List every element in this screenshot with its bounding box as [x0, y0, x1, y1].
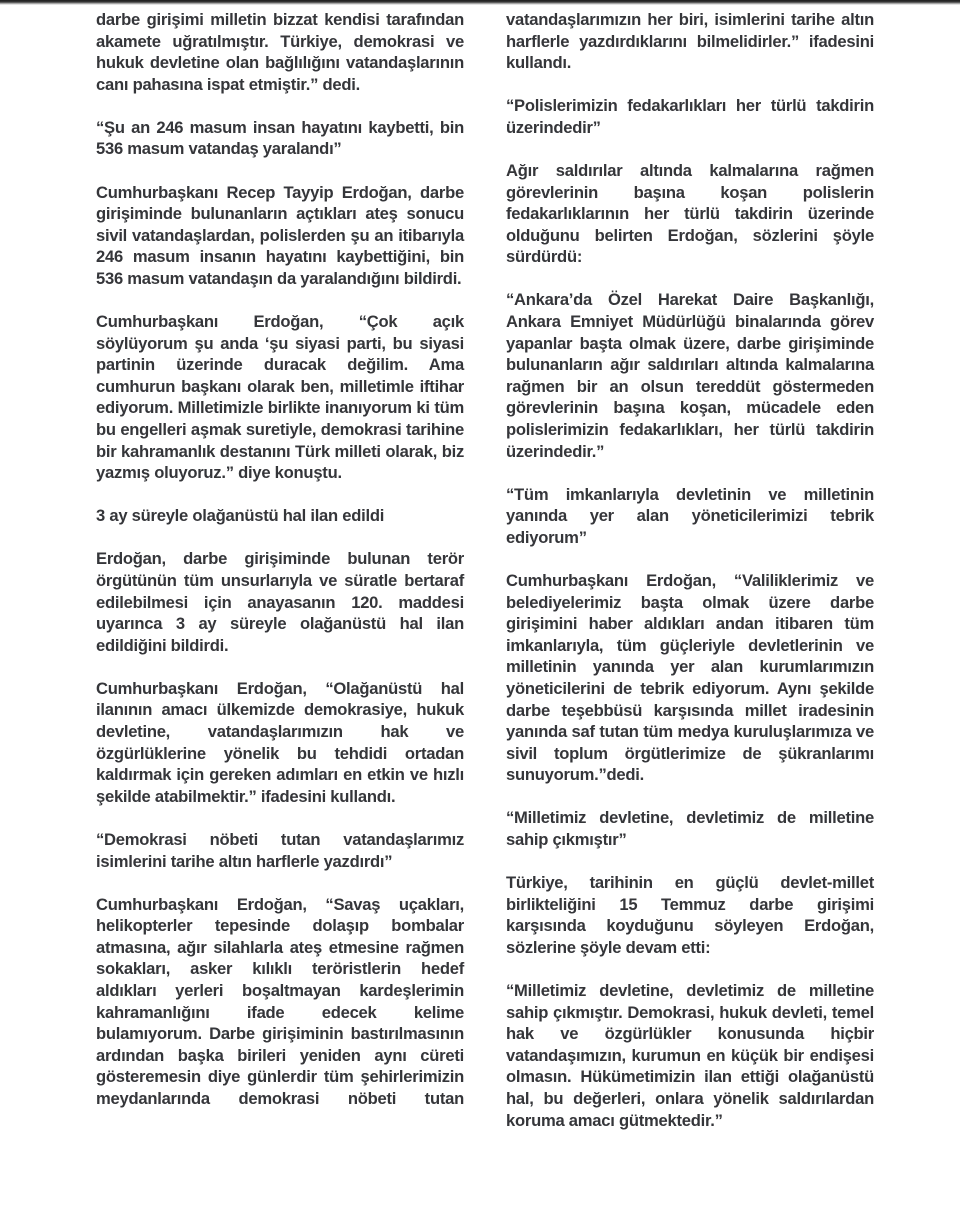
text-column-right	[506, 9, 874, 1153]
paragraph: Cumhurbaşkanı Erdoğan, “Valiliklerimiz ve belediyelerimiz başta olmak üzere darbe girişimini haber aldıkları andan itibaren tüm imkanlarıyla, tüm güçleriyle devletlerinin ve milletinin yanında yer alan kurumlarımızın yöneticilerini de tebrik ediyorum. Aynı şekilde darbe teşebbüsü karşısında millet iradesinin yanında saf tutan tüm medya kuruluşlarımıza ve sivil toplum örgütlerimize de şükranlarımı sunuyorum.”dedi.	[506, 570, 874, 785]
paragraph: Ağır saldırılar altında kalmalarına rağmen görevlerinin başına koşan polislerin fedakarlıklarının her türlü takdirin üzerinde olduğunu belirten Erdoğan, sözlerini şöyle sürdürdü:	[506, 160, 874, 267]
paragraph-continuation: vatandaşlarımızın her biri, isimlerini tarihe altın harflerle yazdırdıklarını bilmelidirler.” ifadesini kullandı.	[506, 10, 874, 73]
article-body	[96, 9, 873, 1153]
quote-subheading: “Tüm imkanlarıyla devletinin ve milletinin yanında yer alan yöneticilerimizi tebrik ediyorum”	[506, 484, 874, 547]
paragraph: Cumhurbaşkanı Recep Tayyip Erdoğan, darbe girişiminde bulunanların açtıkları ateş sonucu sivil vatandaşlardan, polislerden şu an itibarıyla 246 masum insanın hayatını kaybettiğini, bin 536 masum vatandaşın da yaralandığını bildirdi.	[96, 182, 464, 288]
paragraph-split-across-columns: Cumhurbaşkanı Erdoğan, “Savaş uçakları, helikopterler tepesinde dolaşıp bombalar atmasına, ağır silahlarla ateş etmesine rağmen sokakları, asker kılıklı teröristlerin hedef aldıkları yerleri boşaltmayan kardeşlerimin kahramanlığını ifade edecek kelime bulamıyorum. Darbe girişiminin bastırılmasının ardından başka birileri yeniden aynı cüreti gösteremesin diye günlerdir tüm şehirlerimizin meydanlarında demokrasi nöbeti tutan	[96, 894, 464, 1108]
text-column-left	[96, 9, 464, 1153]
paragraph: Erdoğan, darbe girişiminde bulunan terör örgütünün tüm unsurlarıyla ve süratle bertaraf edilebilmesi için anayasanın 120. maddesi uyarınca 3 ay süreyle olağanüstü hal ilan edildiğini bildirdi.	[96, 549, 464, 655]
paragraph: Türkiye, tarihinin en güçlü devlet-millet birlikteliğini 15 Temmuz darbe girişimi karşısında koyduğunu söyleyen Erdoğan, sözlerine şöyle devam etti:	[506, 873, 874, 957]
quote-subheading: “Şu an 246 masum insan hayatını kaybetti, bin 536 masum vatandaş yaralandı”	[96, 117, 464, 159]
paragraph: “Milletimiz devletine, devletimiz de milletine sahip çıkmıştır. Demokrasi, hukuk devleti, temel hak ve özgürlükler konusunda hiçbir vatandaşımızın, kurumun en küçük bir endişesi olmasın. Hükümetimizin ilan ettiği olağanüstü hal, bu değerleri, onlara yönelik saldırılardan koruma amacı gütmektedir.”	[506, 980, 874, 1130]
quote-subheading: “Polislerimizin fedakarlıkları her türlü takdirin üzerindedir”	[506, 96, 874, 137]
paragraph: “Ankara’da Özel Harekat Daire Başkanlığı, Ankara Emniyet Müdürlüğü binalarında görev yapanlar başta olmak üzere, darbe girişiminde bulunanların ağır saldırıları altında kalmalarına rağmen bir an olsun tereddüt göstermeden görevlerinin başına koşan, mücadele eden polislerimizin fedakarlıkları, her türlü takdirin üzerindedir.”	[506, 290, 874, 461]
page-top-edge-bar	[0, 0, 960, 5]
subheading: 3 ay süreyle olağanüstü hal ilan edildi	[96, 506, 385, 526]
quote-subheading: “Milletimiz devletine, devletimiz de milletine sahip çıkmıştır”	[506, 808, 874, 849]
paragraph-continuation: darbe girişimi milletin bizzat kendisi tarafından akamete uğratılmıştır. Türkiye, demokrasi ve hukuk devletine olan bağlılığını vatandaşlarının canı pahasına ispat etmiştir.” dedi.	[96, 10, 464, 94]
paragraph: Cumhurbaşkanı Erdoğan, “Çok açık söylüyorum şu anda ‘şu siyasi parti, bu siyasi partinin üzerinde duracak değilim. Ama cumhurun başkanı olarak ben, milletimle iftihar ediyorum. Milletimizle birlikte inanıyorum ki tüm bu engelleri aşmak suretiyle, demokrasi tarihine bir kahramanlık destanını Türk milleti olarak, biz yazmış oluyoruz.” diye konuştu.	[96, 312, 464, 483]
paragraph: Cumhurbaşkanı Erdoğan, “Olağanüstü hal ilanının amacı ülkemizde demokrasiye, hukuk devletine, vatandaşlarımızın hak ve özgürlüklerine yönelik bu tehdidi ortadan kaldırmak için gereken adımları en etkin ve hızlı şekilde atabilmektir.” ifadesini kullandı.	[96, 678, 464, 806]
quote-subheading: “Demokrasi nöbeti tutan vatandaşlarımız isimlerini tarihe altın harflerle yazdırdı”	[96, 829, 464, 871]
